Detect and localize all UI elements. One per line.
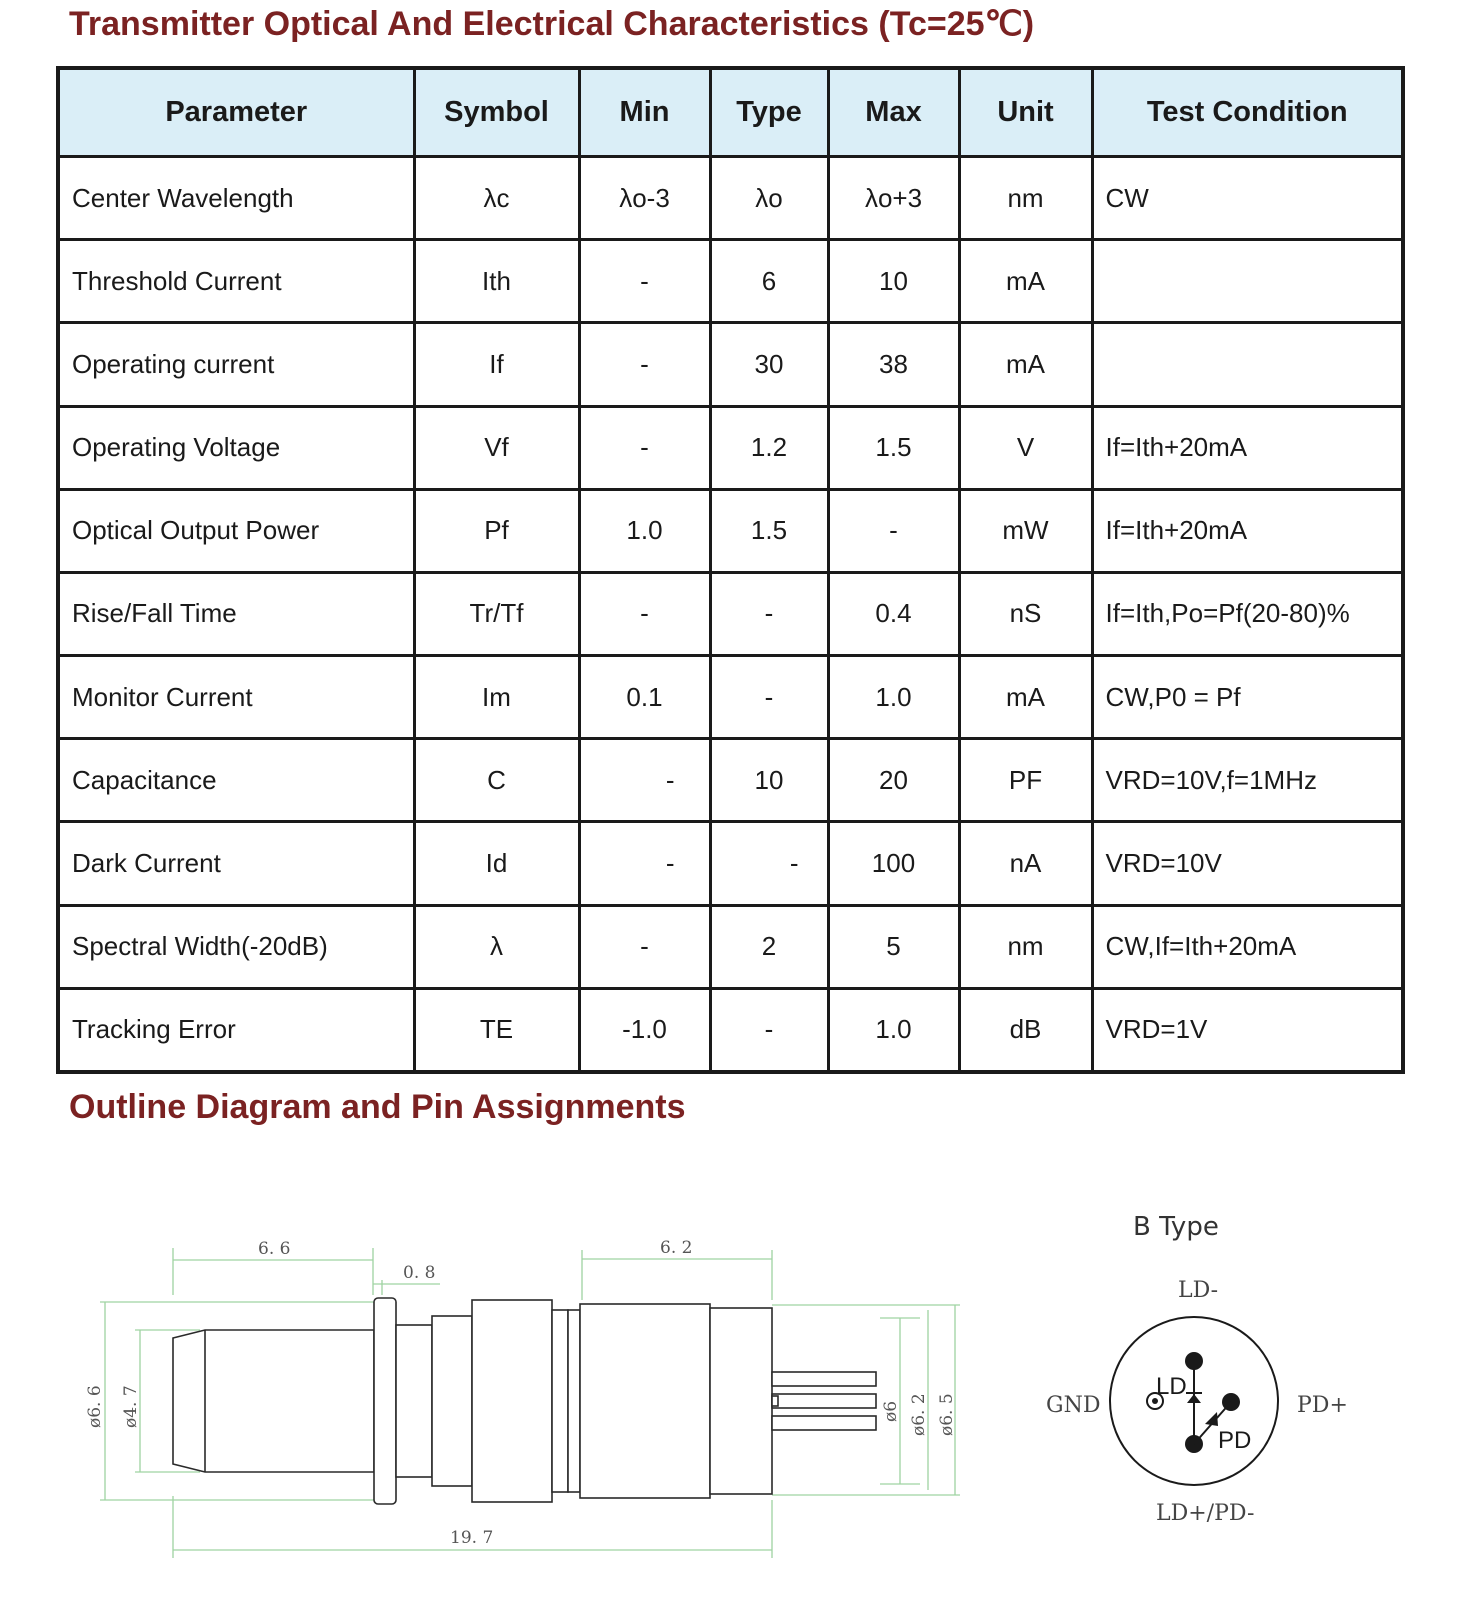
pin-label-top: LD- bbox=[1178, 1278, 1219, 1303]
cell-type: λo bbox=[710, 157, 828, 240]
dim-dia-6-5: ø6. 5 bbox=[937, 1393, 957, 1436]
table-row bbox=[58, 489, 1403, 572]
cell-parameter: Threshold Current bbox=[58, 240, 414, 323]
dim-dia-6-6: ø6. 6 bbox=[85, 1385, 105, 1428]
ld-diode-icon bbox=[1187, 1394, 1201, 1403]
cell-test-condition: VRD=10V bbox=[1092, 822, 1403, 905]
cell-symbol: Tr/Tf bbox=[414, 572, 579, 655]
cell-test-condition bbox=[1092, 323, 1403, 406]
pin-label-bottom: LD+/PD- bbox=[1156, 1501, 1255, 1526]
cell-type: - bbox=[710, 988, 828, 1072]
header-parameter: Parameter bbox=[58, 68, 414, 157]
table-row bbox=[58, 988, 1403, 1072]
dim-0-8: 0. 8 bbox=[403, 1263, 436, 1283]
cell-unit: dB bbox=[959, 988, 1092, 1072]
cell-symbol: Vf bbox=[414, 406, 579, 489]
cell-symbol: λc bbox=[414, 157, 579, 240]
neck bbox=[396, 1325, 432, 1477]
cell-unit: nm bbox=[959, 905, 1092, 988]
cell-type: 2 bbox=[710, 905, 828, 988]
package-body bbox=[173, 1298, 876, 1504]
dim-6-2: 6. 2 bbox=[660, 1238, 693, 1258]
cell-parameter: Rise/Fall Time bbox=[58, 572, 414, 655]
cell-unit: nS bbox=[959, 572, 1092, 655]
dim-dia-6: ø6 bbox=[881, 1400, 901, 1422]
diagram-title: Outline Diagram and Pin Assignments bbox=[69, 1088, 686, 1126]
dim-dia-4-7: ø4. 7 bbox=[121, 1385, 141, 1428]
cell-parameter: Spectral Width(-20dB) bbox=[58, 905, 414, 988]
header-test-condition: Test Condition bbox=[1092, 68, 1403, 157]
cell-test-condition: VRD=1V bbox=[1092, 988, 1403, 1072]
cell-unit: nm bbox=[959, 157, 1092, 240]
cell-parameter: Operating current bbox=[58, 323, 414, 406]
table-row bbox=[58, 572, 1403, 655]
header-type: Type bbox=[710, 68, 828, 157]
cell-symbol: TE bbox=[414, 988, 579, 1072]
cell-test-condition bbox=[1092, 240, 1403, 323]
cell-min: -1.0 bbox=[579, 988, 710, 1072]
cell-unit: V bbox=[959, 406, 1092, 489]
cell-test-condition: If=Ith+20mA bbox=[1092, 406, 1403, 489]
cell-parameter: Optical Output Power bbox=[58, 489, 414, 572]
cell-unit: mW bbox=[959, 489, 1092, 572]
cell-unit: PF bbox=[959, 739, 1092, 822]
cell-parameter: Tracking Error bbox=[58, 988, 414, 1072]
cell-min: 1.0 bbox=[579, 489, 710, 572]
rear-cap bbox=[710, 1308, 772, 1494]
cell-unit: mA bbox=[959, 323, 1092, 406]
cell-symbol: Id bbox=[414, 822, 579, 905]
cell-type: - bbox=[710, 656, 828, 739]
cell-max: 1.0 bbox=[828, 988, 959, 1072]
cell-type: 1.2 bbox=[710, 406, 828, 489]
cell-symbol: λ bbox=[414, 905, 579, 988]
cell-min: λo-3 bbox=[579, 157, 710, 240]
cell-symbol: Ith bbox=[414, 240, 579, 323]
cell-min: - bbox=[579, 739, 710, 822]
pd-label: PD bbox=[1218, 1427, 1252, 1454]
cell-test-condition: If=Ith+20mA bbox=[1092, 489, 1403, 572]
outline-diagram bbox=[0, 1160, 1474, 1600]
cell-parameter: Monitor Current bbox=[58, 656, 414, 739]
cell-symbol: Pf bbox=[414, 489, 579, 572]
cell-min: - bbox=[579, 905, 710, 988]
cell-max: 100 bbox=[828, 822, 959, 905]
table-row bbox=[58, 157, 1403, 240]
table-row bbox=[58, 323, 1403, 406]
cell-type: 6 bbox=[710, 240, 828, 323]
cell-type: - bbox=[710, 822, 828, 905]
cell-max: 0.4 bbox=[828, 572, 959, 655]
dim-6-6: 6. 6 bbox=[258, 1239, 291, 1259]
cell-parameter: Capacitance bbox=[58, 739, 414, 822]
cell-unit: nA bbox=[959, 822, 1092, 905]
cell-min: - bbox=[579, 572, 710, 655]
ld-label: LD bbox=[1156, 1373, 1187, 1400]
cell-min: - bbox=[579, 406, 710, 489]
cell-parameter: Center Wavelength bbox=[58, 157, 414, 240]
cell-symbol: If bbox=[414, 323, 579, 406]
table-title: Transmitter Optical And Electrical Characteristics (Tc=25℃) bbox=[69, 5, 1035, 43]
cell-max: 5 bbox=[828, 905, 959, 988]
cell-max: 10 bbox=[828, 240, 959, 323]
cell-max: 38 bbox=[828, 323, 959, 406]
cell-parameter: Dark Current bbox=[58, 822, 414, 905]
cell-min: - bbox=[579, 323, 710, 406]
pin-1 bbox=[772, 1372, 876, 1386]
dim-19-7: 19. 7 bbox=[450, 1528, 494, 1548]
cell-type: - bbox=[710, 572, 828, 655]
cell-test-condition: VRD=10V,f=1MHz bbox=[1092, 739, 1403, 822]
table-header-row bbox=[58, 68, 1403, 157]
pin-type-label: B Type bbox=[1133, 1212, 1219, 1242]
cell-type: 10 bbox=[710, 739, 828, 822]
header-symbol: Symbol bbox=[414, 68, 579, 157]
cell-max: 1.5 bbox=[828, 406, 959, 489]
header-min: Min bbox=[579, 68, 710, 157]
flange bbox=[374, 1298, 396, 1504]
nose-cylinder bbox=[173, 1330, 374, 1472]
cell-test-condition: CW,P0 = Pf bbox=[1092, 656, 1403, 739]
table-row bbox=[58, 656, 1403, 739]
cell-test-condition: CW bbox=[1092, 157, 1403, 240]
pin-label-right: PD+ bbox=[1297, 1393, 1348, 1418]
main-body bbox=[580, 1304, 710, 1498]
characteristics-table bbox=[56, 66, 1405, 1074]
table-row bbox=[58, 822, 1403, 905]
header-max: Max bbox=[828, 68, 959, 157]
cell-max: λo+3 bbox=[828, 157, 959, 240]
cell-max: - bbox=[828, 489, 959, 572]
table-row bbox=[58, 739, 1403, 822]
collar bbox=[432, 1316, 472, 1486]
table-row bbox=[58, 240, 1403, 323]
cell-max: 1.0 bbox=[828, 656, 959, 739]
pin-assignment bbox=[1046, 1212, 1348, 1526]
sleeve bbox=[472, 1300, 552, 1502]
cell-symbol: Im bbox=[414, 656, 579, 739]
cell-test-condition: If=Ith,Po=Pf(20-80)% bbox=[1092, 572, 1403, 655]
cell-type: 30 bbox=[710, 323, 828, 406]
cell-min: 0.1 bbox=[579, 656, 710, 739]
cell-type: 1.5 bbox=[710, 489, 828, 572]
pin-label-left: GND bbox=[1046, 1393, 1101, 1418]
pd-diode-icon bbox=[1205, 1412, 1218, 1426]
cell-symbol: C bbox=[414, 739, 579, 822]
cell-test-condition: CW,If=Ith+20mA bbox=[1092, 905, 1403, 988]
pin-3 bbox=[772, 1416, 876, 1430]
dim-dia-6-2: ø6. 2 bbox=[909, 1393, 929, 1436]
cell-unit: mA bbox=[959, 656, 1092, 739]
cell-max: 20 bbox=[828, 739, 959, 822]
header-unit: Unit bbox=[959, 68, 1092, 157]
cell-min: - bbox=[579, 822, 710, 905]
cell-parameter: Operating Voltage bbox=[58, 406, 414, 489]
table-row bbox=[58, 905, 1403, 988]
pin-2 bbox=[772, 1394, 876, 1408]
cell-unit: mA bbox=[959, 240, 1092, 323]
cell-min: - bbox=[579, 240, 710, 323]
table-row bbox=[58, 406, 1403, 489]
